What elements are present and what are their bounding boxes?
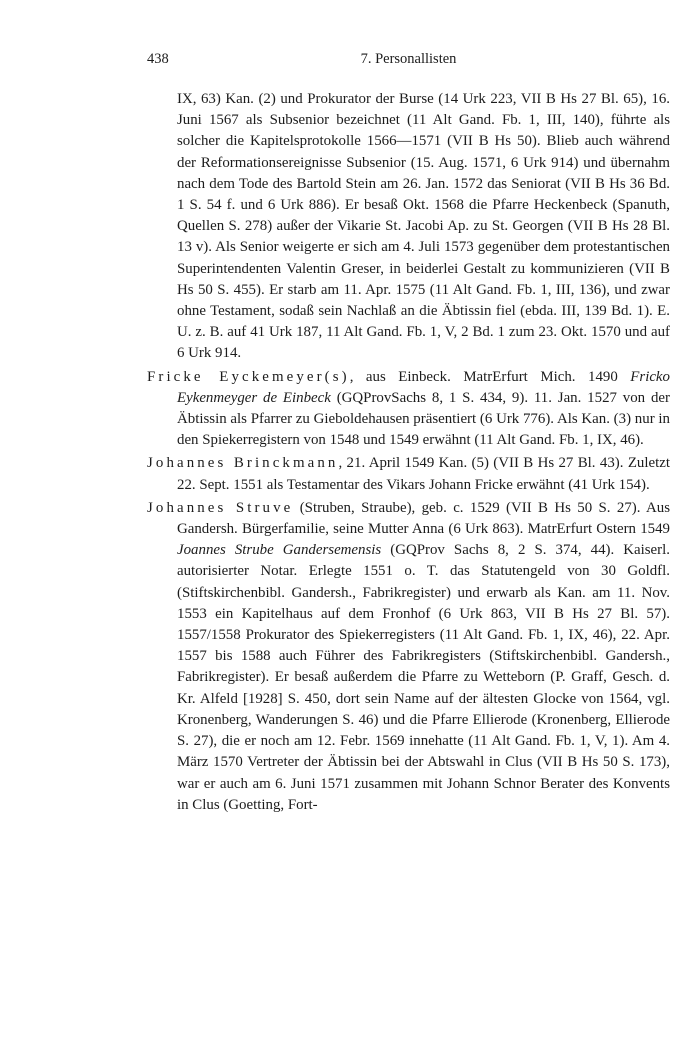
entry-text: (GQProvSachs 8, 1 S. 434, 9). 11. Jan. 1527 von der Äbtissin als Pfarrer zu Gieboldehausen präsentiert (6 Urk 776). Als Kan. (3) nur in den Spiekerregistern von 1548 und 1549 erwähnt (11 Alt Gand. Fb. 1, IX, 46). (177, 389, 670, 449)
running-title: 7. Personallisten (360, 51, 457, 67)
matriculation-name: Fricko Eykenmeyger de Einbeck (177, 368, 670, 406)
entry-johannes-struve (147, 498, 670, 816)
entry-continuation (147, 89, 670, 365)
entry-text: , 21. April 1549 Kan. (5) (VII B Hs 27 Bl. 43). Zuletzt 22. Sept. 1551 als Testamentar des Vikars Johann Fricke erwähnt (41 Urk 154). (177, 455, 670, 493)
person-name: Johannes Struve (147, 499, 294, 516)
matriculation-name: Joannes Strube Gandersemensis (177, 542, 382, 559)
entry-text: , aus Einbeck. MatrErfurt Mich. 1490 (349, 368, 631, 385)
person-name: Fricke Eyckemeyer(s) (147, 368, 350, 385)
page-number: 438 (147, 51, 169, 67)
page-body (147, 89, 670, 816)
entry-fricke-eyckemeyer (147, 367, 670, 452)
page-header (147, 49, 670, 69)
entry-text: IX, 63) Kan. (2) und Prokurator der Burse (14 Urk 223, VII B Hs 27 Bl. 65), 16. Juni 1567 als Subsenior bezeichnet (11 Alt Gand. Fb. 1, III, 140), führte als solcher die Kapitelsprotokolle 1566—1571 (VII B Hs 50). Blieb auch während der Reformationsereignisse Subsenior (15. Aug. 1571, 6 Urk 914) und übernahm nach dem Tode des Bartold Stein am 26. Jan. 1572 das Seniorat (VII B Hs 36 Bd. 1 S. 54 f. und 6 Urk 886). Er besaß Okt. 1568 die Pfarre Heckenbeck (Spanuth, Quellen S. 278) außer der Vikarie St. Jacobi Ap. zu St. Georgen (VII B Hs 28 Bl. 13 v). Als Senior weigerte er sich am 4. Juli 1573 gegenüber dem protestantischen Superintendenten Valentin Greser, in beiderlei Gestalt zu kommunizieren (VII B Hs 50 S. 455). Er starb am 11. Apr. 1575 (11 Alt Gand. Fb. 1, III, 136), und zwar ohne Testament, sodaß sein Nachlaß an die Äbtissin fiel (ebda. III, 139 Bd. 1). E. U. z. B. auf 41 Urk 187, 11 Alt Gand. Fb. 1, V, 2 Bd. 1 zum 23. Okt. 1570 und auf 6 Urk 914. (177, 91, 670, 362)
entry-johannes-brinckmann (147, 453, 670, 495)
entry-text: (Struben, Straube), geb. c. 1529 (VII B Hs 50 S. 27). Aus Gandersh. Bürgerfamilie, seine Mutter Anna (6 Urk 863). MatrErfurt Ostern 1549 (177, 499, 670, 538)
person-name: Johannes Brinckmann (147, 455, 339, 472)
entry-text: (GQProv Sachs 8, 2 S. 374, 44). Kaiserl. autorisierter Notar. Erlegte 1551 o. T. das Statutengeld von 30 Goldfl. (Stiftskirchenbibl. Gandersh., Fabrikregister) und erwarb als Kan. am 11. Nov. 1553 ein Kapitelhaus auf dem Fronhof (6 Urk 863, VII B Hs 27 Bl. 57). 1557/1558 Prokurator des Spiekerregisters (11 Alt Gand. Fb. 1, IX, 46), 22. Apr. 1557 bis 1588 auch Führer des Fabrikregisters (Stiftskirchenbibl. Gandersh., Fabrikregister). Er besaß außerdem die Pfarre zu Wetteborn (P. Graff, Gesch. d. Kr. Alfeld [1928] S. 450, dort sein Name auf der ältesten Glocke von 1564, vgl. Kronenberg, Wanderungen S. 46) und die Pfarre Ellierode (Kronenberg, Ellierode S. 27), die er noch am 12. Febr. 1569 innehatte (11 Alt Gand. Fb. 1, V, 1). Am 4. März 1570 Vertreter der Äbtissin bei der Abtswahl in Clus (VII B Hs 50 S. 173), war er auch am 6. Juni 1571 zusammen mit Johann Schnor Berater des Konvents in Clus (Goetting, Fort- (177, 542, 670, 813)
